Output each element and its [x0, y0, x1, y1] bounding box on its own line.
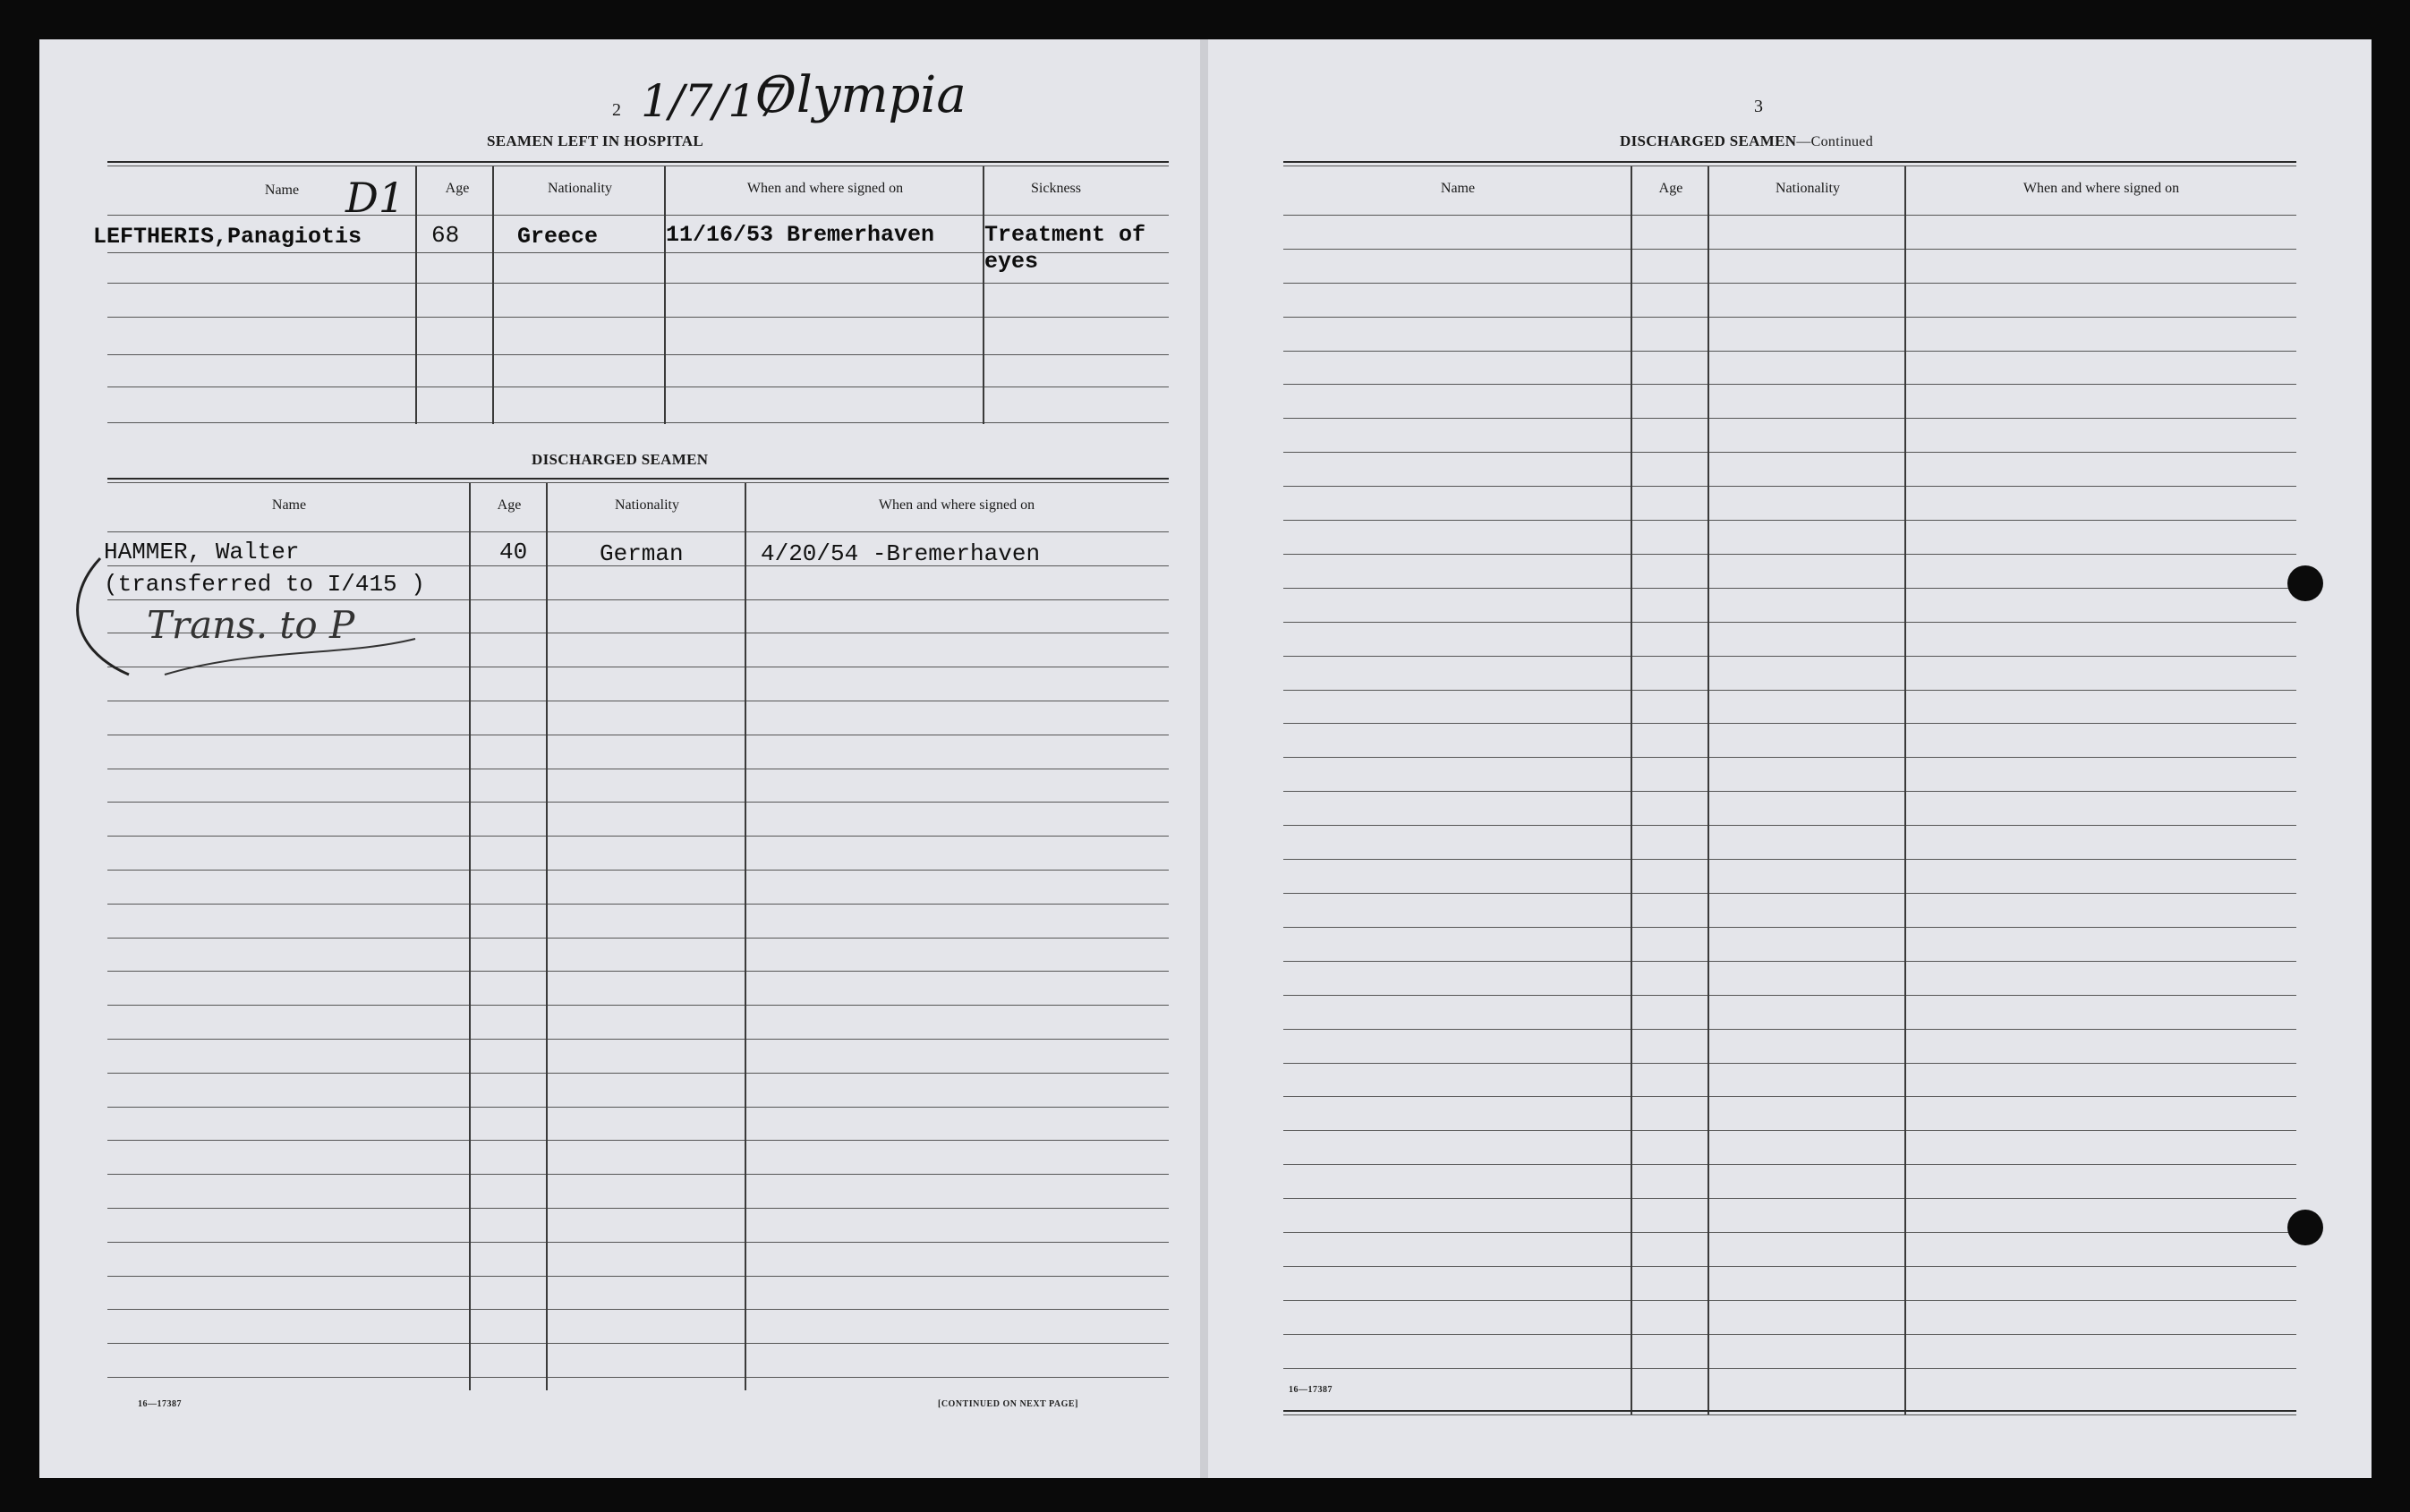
ruled-line: [107, 1174, 1169, 1175]
ruled-line: [1283, 486, 2296, 487]
ruled-line: [107, 1377, 1169, 1378]
right-col-signed-on: When and where signed on: [2023, 181, 2180, 196]
discharged-entry-name: HAMMER, Walter: [104, 539, 300, 565]
hospital-entry-signed-on: 11/16/53 Bremerhaven: [666, 222, 935, 248]
discharged-col-name: Name: [271, 497, 307, 513]
right-col-age: Age: [1658, 181, 1683, 196]
ruled-line: [1283, 351, 2296, 352]
ruled-line: [1283, 893, 2296, 894]
handwritten-transfer-note: Trans. to P: [147, 603, 355, 647]
hospital-col-nationality: Nationality: [548, 181, 612, 196]
hospital-entry-nationality: Greece: [517, 224, 599, 250]
handwritten-date: 1/7/17: [641, 75, 785, 127]
ruled-line: [1283, 723, 2296, 724]
ruled-line: [1283, 859, 2296, 860]
ruled-line: [1283, 1334, 2296, 1335]
continued-notice: [CONTINUED ON NEXT PAGE]: [938, 1399, 1078, 1409]
ruled-line: [1283, 452, 2296, 453]
hospital-section-title: SEAMEN LEFT IN HOSPITAL: [487, 132, 703, 149]
ruled-line: [107, 802, 1169, 803]
page-number: 3: [1754, 97, 1764, 116]
right-col-name: Name: [1440, 181, 1476, 196]
ruled-line: [107, 938, 1169, 939]
ruled-line: [1283, 791, 2296, 792]
ruled-line: [1283, 825, 2296, 826]
form-number: 16—17387: [138, 1399, 182, 1409]
ruled-line: [107, 971, 1169, 972]
hospital-col-signed-on: When and where signed on: [746, 181, 904, 196]
ruled-line: [107, 531, 1169, 532]
ruled-line: [1283, 1300, 2296, 1301]
handwritten-ship-name: Olympia: [755, 66, 967, 124]
ruled-line: [1283, 520, 2296, 521]
ruled-line: [1283, 927, 2296, 928]
margin-mark: D1: [345, 174, 405, 222]
ruled-line: [107, 1107, 1169, 1108]
ruled-line: [1283, 418, 2296, 419]
discharged-col-signed-on: When and where signed on: [878, 497, 1035, 513]
discharged-entry-nationality: German: [600, 540, 684, 567]
hospital-entry-sickness-cont: eyes: [984, 249, 1039, 275]
page-number: 2: [612, 100, 622, 120]
ruled-line: [1283, 317, 2296, 318]
discharged-entry-age: 40: [499, 539, 528, 565]
hospital-entry-name: LEFTHERIS,Panagiotis: [93, 224, 362, 250]
form-number: 16—17387: [1289, 1385, 1333, 1395]
ruled-line: [1283, 995, 2296, 996]
ruled-line: [1283, 1130, 2296, 1131]
ruled-line: [107, 1242, 1169, 1243]
binder-hole: [2287, 1210, 2323, 1245]
ruled-line: [107, 1208, 1169, 1209]
hospital-entry-sickness: Treatment of: [984, 222, 1146, 248]
ruled-line: [1283, 656, 2296, 657]
continued-suffix: —Continued: [1796, 134, 1873, 149]
ruled-line: [1283, 215, 2296, 216]
right-col-nationality: Nationality: [1776, 181, 1840, 196]
ruled-line: [107, 1073, 1169, 1074]
ruled-line: [1283, 1096, 2296, 1097]
discharged-col-nationality: Nationality: [615, 497, 679, 513]
binder-hole: [2287, 565, 2323, 601]
ruled-line: [107, 836, 1169, 837]
ruled-line: [1283, 690, 2296, 691]
discharged-section-title: DISCHARGED SEAMEN: [532, 451, 709, 468]
ruled-line: [1283, 1368, 2296, 1369]
ruled-line: [1283, 1266, 2296, 1267]
ruled-line: [107, 1343, 1169, 1344]
ruled-line: [107, 1039, 1169, 1040]
ruled-line: [107, 1140, 1169, 1141]
ruled-line: [107, 1005, 1169, 1006]
hospital-col-name: Name: [264, 183, 300, 198]
ruled-line: [1283, 588, 2296, 589]
ruled-line: [107, 904, 1169, 905]
ruled-line: [1283, 757, 2296, 758]
hospital-col-sickness: Sickness: [1031, 181, 1081, 196]
ruled-line: [107, 1276, 1169, 1277]
hospital-entry-age: 68: [431, 222, 460, 249]
discharged-continued-title: [1620, 132, 1873, 150]
ruled-line: [107, 1309, 1169, 1310]
ruled-line: [1283, 1198, 2296, 1199]
ruled-line: [1283, 1029, 2296, 1030]
ruled-line: [1283, 1164, 2296, 1165]
ruled-line: [1283, 384, 2296, 385]
ruled-line: [1283, 283, 2296, 284]
page-fold: [1200, 39, 1208, 1478]
ruled-line: [1283, 622, 2296, 623]
ruled-line: [1283, 1232, 2296, 1233]
discharged-title-text: DISCHARGED SEAMEN: [1620, 132, 1797, 149]
right-page: [1208, 39, 2372, 1478]
discharged-entry-note: (transferred to I/415 ): [104, 571, 425, 598]
discharged-entry-signed-on: 4/20/54 -Bremerhaven: [761, 540, 1041, 567]
ruled-line: [1283, 961, 2296, 962]
ruled-line: [1283, 249, 2296, 250]
discharged-col-age: Age: [497, 497, 522, 513]
hospital-col-age: Age: [445, 181, 470, 196]
ruled-line: [1283, 554, 2296, 555]
ruled-line: [1283, 1063, 2296, 1064]
ruled-line: [107, 870, 1169, 871]
left-page: [39, 39, 1203, 1478]
